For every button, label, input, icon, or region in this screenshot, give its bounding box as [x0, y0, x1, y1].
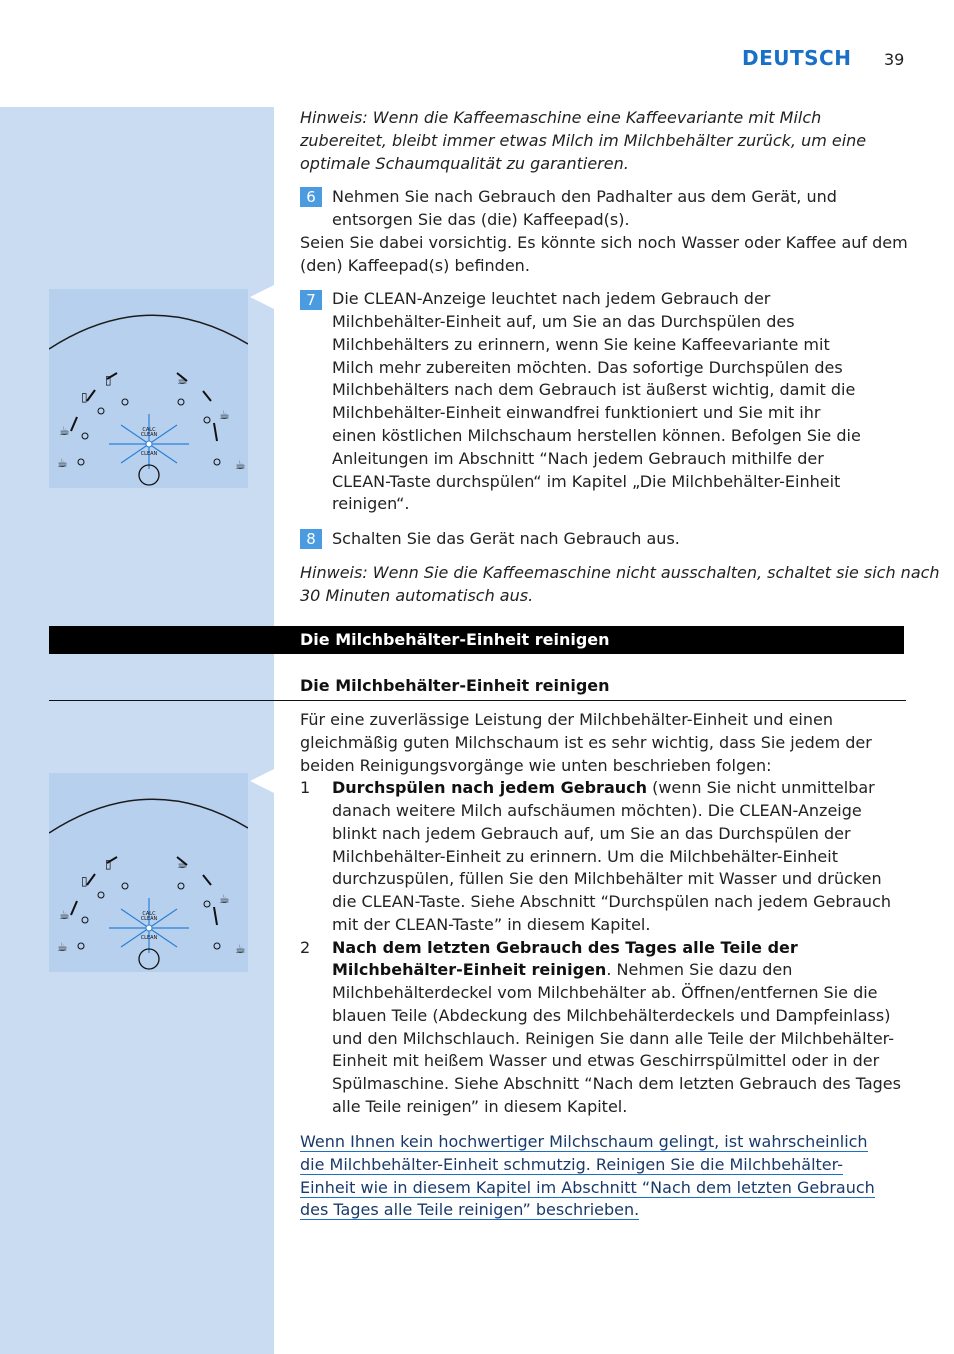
control-panel-illustration-2 [49, 773, 248, 972]
clean-label-top: CLEAN [140, 916, 158, 922]
step-7-line-1: Die CLEAN-Anzeige leuchtet nach jedem Gebrauch der [332, 289, 771, 308]
step-6-line-1: Nehmen Sie nach Gebrauch den Padhalter aus dem Gerät, und [332, 187, 837, 206]
list-item-2-rest: . Nehmen Sie dazu den [606, 960, 793, 979]
control-panel-illustration-1 [49, 289, 248, 488]
step-8-badge: 8 [300, 529, 322, 549]
coffee-cup-icon: ☕ [57, 940, 68, 954]
list-item-2-line-2 [332, 959, 792, 982]
milk-foam-tip [300, 1131, 905, 1222]
step-6-caution-line-1: Seien Sie dabei vorsichtig. Es könnte sich noch Wasser oder Kaffee auf dem [300, 233, 908, 252]
list-item-2-number: 2 [300, 938, 311, 957]
step-7-line-3: Milchbehälters zu erinnern, wenn Sie keine Kaffeevariante mit [332, 335, 830, 354]
list-item-2-line-4: blauen Teile (Abdeckung des Milchbehälterdeckels und Dampfeinlass) [332, 1006, 891, 1025]
tip-line-1: Wenn Ihnen kein hochwertiger Milchschaum gelingt, ist wahrscheinlich [300, 1132, 868, 1151]
cappuccino-glass-icon: ▯ [105, 373, 112, 387]
latte-glass-icon: ▯ [81, 874, 88, 888]
step-8-text: Schalten Sie das Gerät nach Gebrauch aus. [332, 529, 680, 548]
list-item-2-bold-line-1: Nach dem letzten Gebrauch des Tages alle Teile der [332, 938, 798, 957]
language-header: DEUTSCH [742, 46, 852, 70]
list-item-1-line-1 [332, 777, 875, 800]
list-item-1-rest: (wenn Sie nicht unmittelbar [647, 778, 875, 797]
intro-line-2: gleichmäßig guten Milchschaum ist es sehr wichtig, dass Sie jedem der [300, 733, 872, 752]
step-7-line-4: Milch mehr zubereiten möchten. Das sofortige Durchspülen des [332, 358, 843, 377]
control-panel-diagram [49, 289, 248, 488]
small-cup-icon: ☕ [235, 458, 246, 472]
milk-cup-icon: ☕ [177, 857, 188, 871]
latte-glass-icon: ▯ [81, 390, 88, 404]
page-number: 39 [884, 50, 905, 69]
coffee-cup-icon: ☕ [57, 456, 68, 470]
list-item-1-line-3: blinkt nach jedem Gebrauch auf, um Sie an das Durchspülen der [332, 824, 851, 843]
list-item-1-line-6: die CLEAN-Taste. Siehe Abschnitt “Durchspülen nach jedem Gebrauch [332, 892, 891, 911]
tip-line-2: die Milchbehälter-Einheit schmutzig. Reinigen Sie die Milchbehälter- [300, 1154, 843, 1174]
note-milk-residue: Hinweis: Wenn die Kaffeemaschine eine Kaffeevariante mit Milch zubereitet, bleibt immer etwas Milch im Milchbehälter zurück, um eine optimale Schaumqualität zu garantieren. [300, 108, 867, 173]
list-item-2-line-6: Einheit mit heißem Wasser und etwas Geschirrspülmittel oder in der [332, 1051, 880, 1070]
step-7-line-6: Milchbehälter-Einheit einwandfrei funktioniert und Sie mit ihr [332, 403, 821, 422]
list-item-1-number: 1 [300, 778, 311, 797]
clean-label-bottom: CLEAN [140, 451, 158, 457]
note-auto-off-line-2: 30 Minuten automatisch aus. [300, 586, 534, 605]
list-item-2-bold-line-2: Milchbehälter-Einheit reinigen [332, 960, 607, 979]
list-item-2-line-8: alle Teile reinigen” in diesem Kapitel. [332, 1097, 628, 1116]
list-item-2-line-5: und den Milchschlauch. Reinigen Sie dann alle Teile der Milchbehälter- [332, 1029, 894, 1048]
list-item-1-bold: Durchspülen nach jedem Gebrauch [332, 778, 648, 797]
step-7-line-9: CLEAN-Taste durchspülen“ im Kapitel „Die Milchbehälter-Einheit [332, 472, 841, 491]
list-item-1-line-4: Milchbehälter-Einheit zu erinnern. Um die Milchbehälter-Einheit [332, 847, 838, 866]
clean-label-bottom: CLEAN [140, 935, 158, 941]
panel-pointer-1 [250, 285, 274, 309]
list-item-1-line-5: durchzuspülen, füllen Sie den Milchbehälter mit Wasser und drücken [332, 869, 882, 888]
tip-line-3: Einheit wie in diesem Kapitel im Abschnitt “Nach dem letzten Gebrauch [300, 1177, 875, 1197]
control-panel-diagram [49, 773, 248, 972]
note-auto-off-line-1: Hinweis: Wenn Sie die Kaffeemaschine nicht ausschalten, schaltet sie sich nach [300, 563, 940, 582]
panel-arc [49, 315, 248, 349]
cappuccino-glass-icon: ▯ [105, 857, 112, 871]
list-item-1-line-2: danach weitere Milch aufschäumen möchten). Die CLEAN-Anzeige [332, 801, 862, 820]
step-7-line-5: Milchbehälters nach dem Gebrauch ist äußerst wichtig, damit die [332, 380, 856, 399]
section-title: Die Milchbehälter-Einheit reinigen [300, 630, 610, 649]
espresso-icon: ☕ [219, 408, 230, 422]
step-6-badge: 6 [300, 187, 322, 207]
list-item-2-line-7: Spülmaschine. Siehe Abschnitt “Nach dem letzten Gebrauch des Tages [332, 1074, 901, 1093]
list-item-2-line-3: Milchbehälterdeckel vom Milchbehälter ab. Öffnen/entfernen Sie die [332, 983, 878, 1002]
calc-label: CALC [142, 911, 156, 917]
coffee-mug-icon: ☕ [59, 908, 70, 922]
step-6-caution-line-2: (den) Kaffeepad(s) befinden. [300, 256, 530, 275]
step-7-badge: 7 [300, 290, 322, 310]
clean-label-top: CLEAN [140, 432, 158, 438]
list-item-1-line-7: mit der CLEAN-Taste” in diesem Kapitel. [332, 915, 651, 934]
step-7-line-8: Anleitungen im Abschnitt “Nach jedem Gebrauch mithilfe der [332, 449, 824, 468]
milk-cup-icon: ☕ [177, 373, 188, 387]
small-cup-icon: ☕ [235, 942, 246, 956]
step-7-line-2: Milchbehälter-Einheit auf, um Sie an das Durchspülen des [332, 312, 795, 331]
panel-arc [49, 799, 248, 833]
intro-line-1: Für eine zuverlässige Leistung der Milchbehälter-Einheit und einen [300, 710, 833, 729]
calc-label: CALC [142, 427, 156, 433]
coffee-mug-icon: ☕ [59, 424, 70, 438]
step-7-line-7: einen köstlichen Milchschaum herstellen können. Befolgen Sie die [332, 426, 861, 445]
panel-pointer-2 [250, 769, 274, 793]
step-6-line-2: entsorgen Sie das (die) Kaffeepad(s). [332, 210, 630, 229]
tip-line-4: des Tages alle Teile reinigen” beschrieben. [300, 1200, 640, 1220]
subheading-rule [49, 700, 906, 701]
intro-line-3: beiden Reinigungsvorgänge wie unten beschrieben folgen: [300, 756, 772, 775]
subheading: Die Milchbehälter-Einheit reinigen [300, 676, 610, 695]
step-7-line-10: reinigen“. [332, 494, 410, 513]
espresso-icon: ☕ [219, 892, 230, 906]
